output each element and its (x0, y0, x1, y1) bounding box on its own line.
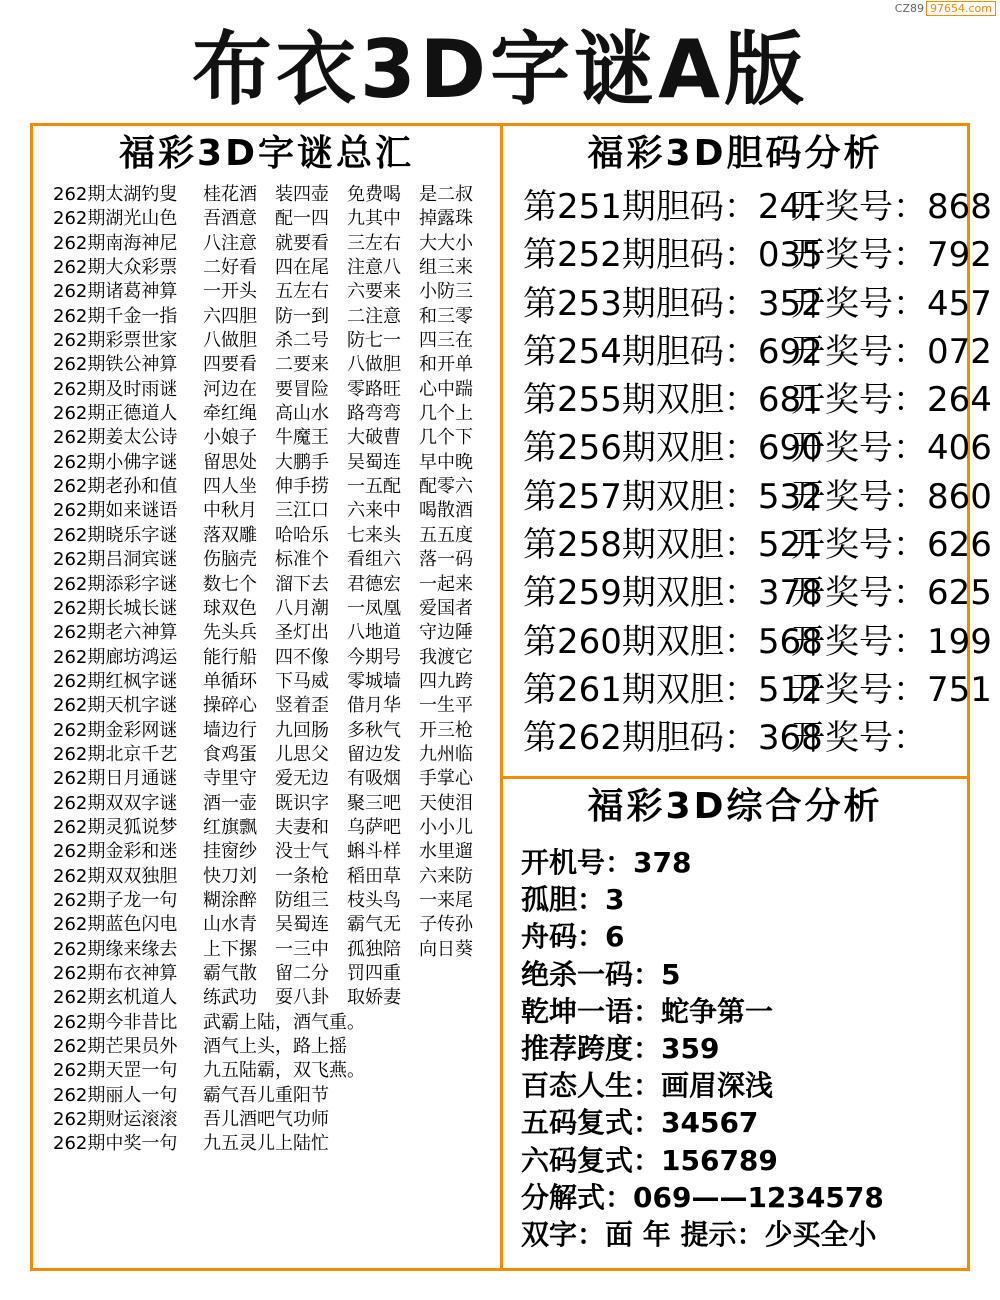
riddle-row (53, 573, 500, 597)
riddle-clue: 三江口 (275, 500, 329, 522)
riddle-clue: 配一四 (275, 208, 329, 230)
watermark-prefix: CZ89 (894, 2, 925, 15)
riddle-clue: 罚四重 (347, 963, 401, 984)
dan-row (523, 714, 967, 762)
comprehensive-panel-title: 福彩3D综合分析 (587, 786, 883, 827)
riddle-clue: 一凤凰 (347, 597, 401, 619)
riddle-row (53, 865, 500, 889)
riddle-source: 262期小佛字谜 (53, 451, 178, 473)
dan-code: 第257期双胆：532 (523, 476, 823, 517)
riddle-row (53, 402, 500, 426)
riddle-row (53, 329, 500, 353)
riddle-row (53, 353, 500, 377)
riddle-source: 262期天罡一句 (53, 1060, 178, 1082)
riddle-clue: 落双雕 (203, 524, 257, 546)
riddle-clue: 八地道 (347, 622, 401, 644)
riddle-row (53, 1108, 500, 1132)
riddle-clue: 七来头 (347, 524, 401, 546)
riddle-source: 262期布衣神算 (53, 963, 178, 984)
riddle-clue: 乌萨吧 (347, 816, 401, 838)
riddle-clue: 霸气无 (347, 914, 401, 936)
riddle-clue: 和开单 (419, 354, 473, 376)
analysis-item: 六码复式：156789 (521, 1143, 778, 1177)
dan-row (523, 424, 992, 472)
riddle-clue: 四人坐 (203, 476, 257, 498)
riddle-clue: 上下摞 (203, 938, 257, 960)
riddle-clue: 零路旺 (347, 378, 401, 400)
riddle-row (53, 524, 500, 548)
riddle-source: 262期天机字谜 (53, 695, 178, 717)
draw-number: 开奖号：457 (791, 283, 992, 324)
riddle-source: 262期芒果员外 (53, 1036, 178, 1058)
riddle-row (53, 183, 500, 207)
analysis-item: 百态人生：画眉深浅 (521, 1069, 774, 1103)
riddle-source: 262期双双独胆 (53, 865, 178, 887)
riddle-clue: 防一到 (275, 305, 329, 327)
riddle-clue: 吾酒意 (203, 208, 257, 230)
riddle-source: 262期财运滚滚 (53, 1109, 178, 1131)
riddle-source: 262期姜太公诗 (53, 427, 178, 449)
dan-row (523, 280, 992, 328)
riddle-clue: 一五配 (347, 476, 401, 498)
dan-code: 第261期双胆：512 (523, 669, 823, 710)
analysis-item: 双字：面 年 提示：少买全小 (521, 1217, 877, 1251)
riddle-panel-title: 福彩3D字谜总汇 (119, 133, 414, 174)
riddle-row (53, 840, 500, 864)
riddle-clue: 我渡它 (419, 646, 473, 668)
riddle-clue: 九州临 (419, 743, 473, 765)
riddle-clue: 吴蜀连 (275, 914, 329, 936)
draw-number: 开奖号：199 (791, 621, 992, 662)
riddle-clue: 四三在 (419, 330, 473, 352)
riddle-source: 262期蓝色闪电 (53, 914, 178, 936)
riddle-clue: 酒一壶 (203, 792, 257, 814)
riddle-clue: 取娇妻 (347, 987, 401, 1009)
riddle-clue: 有吸烟 (347, 768, 401, 790)
riddle-row (53, 767, 500, 791)
riddle-clue: 手掌心 (419, 768, 473, 790)
riddle-source: 262期老六神算 (53, 622, 178, 644)
riddle-clue: 多秋气 (347, 719, 401, 741)
riddle-row (53, 913, 500, 937)
riddle-source: 262期湖光山色 (53, 208, 178, 230)
draw-number: 开奖号：264 (791, 380, 992, 421)
riddle-clue: 先头兵 (203, 622, 257, 644)
draw-number: 开奖号：860 (791, 476, 992, 517)
riddle-clue: 伸手捞 (275, 476, 329, 498)
riddle-clue: 没士气 (275, 841, 329, 863)
riddle-source: 262期金彩和迷 (53, 841, 178, 863)
draw-number: 开奖号：626 (791, 525, 992, 566)
riddle-row (53, 378, 500, 402)
dan-row (523, 328, 992, 376)
analysis-item: 绝杀一码：5 (521, 957, 681, 991)
riddle-clue: 小小儿 (419, 816, 473, 838)
riddle-clue: 是二叔 (419, 184, 473, 205)
riddle-clue: 八做胆 (203, 330, 257, 352)
riddle-clue: 六来中 (347, 500, 401, 522)
riddle-clue: 儿思父 (275, 743, 329, 765)
riddle-clue: 开三枪 (419, 719, 473, 741)
riddle-clue: 夫妻和 (275, 816, 329, 838)
riddle-clue: 注意八 (347, 257, 401, 279)
dan-panel (500, 123, 992, 779)
riddle-clue: 大破曹 (347, 427, 401, 449)
riddle-clue: 子传孙 (419, 914, 473, 936)
riddle-clue: 数七个 (203, 573, 257, 595)
riddle-source: 262期太湖钓叟 (53, 184, 178, 205)
riddle-source: 262期正德道人 (53, 403, 178, 425)
riddle-clue: 爱无边 (275, 768, 329, 790)
analysis-item: 分解式：069——1234578 (521, 1180, 884, 1214)
riddle-clue: 吾儿酒吧气功师 (203, 1109, 329, 1131)
riddle-row (53, 719, 500, 743)
riddle-clue: 九回肠 (275, 719, 329, 741)
dan-row (523, 666, 992, 714)
dan-code: 第259期双胆：378 (523, 573, 823, 614)
riddle-clue: 吴蜀连 (347, 451, 401, 473)
dan-code: 第252期胆码：035 (523, 235, 823, 276)
riddle-clue: 就要看 (275, 232, 329, 254)
riddle-clue: 几个上 (419, 403, 473, 425)
riddle-source: 262期丽人一句 (53, 1084, 178, 1106)
riddle-clue: 五五度 (419, 524, 473, 546)
riddle-row (53, 499, 500, 523)
riddle-row (53, 889, 500, 913)
dan-code: 第260期双胆：568 (523, 621, 823, 662)
riddle-clue: 糊涂醉 (203, 889, 257, 911)
riddle-clue: 既识字 (275, 792, 329, 814)
riddle-clue: 一生平 (419, 695, 473, 717)
riddle-clue: 下马威 (275, 670, 329, 692)
draw-number: 开奖号：868 (791, 187, 992, 227)
dan-row (523, 231, 992, 279)
riddle-clue: 河边在 (203, 378, 257, 400)
riddle-clue: 六四胆 (203, 305, 257, 327)
riddle-source: 262期老孙和值 (53, 476, 178, 498)
analysis-item: 开机号：378 (521, 846, 692, 879)
riddle-clue: 大鹏手 (275, 451, 329, 473)
riddle-clue: 零城墙 (347, 670, 401, 692)
riddle-clue: 墙边行 (203, 719, 257, 741)
riddle-source: 262期南海神尼 (53, 232, 178, 254)
watermark-site[interactable]: 97654.com (926, 1, 996, 16)
dan-row (523, 183, 992, 231)
riddle-clue: 聚三吧 (347, 792, 401, 814)
riddle-clue: 哈哈乐 (275, 524, 329, 546)
riddle-clue: 组三来 (419, 257, 473, 279)
riddle-row (53, 548, 500, 572)
riddle-clue: 二好看 (203, 257, 257, 279)
riddle-clue: 早中晚 (419, 451, 473, 473)
analysis-item: 乾坤一语：蛇争第一 (521, 994, 774, 1028)
riddle-clue: 几个下 (419, 427, 473, 449)
riddle-clue: 竖着歪 (275, 695, 329, 717)
dan-code: 第262期胆码：368 (523, 718, 823, 759)
riddle-row (53, 670, 500, 694)
dan-list (523, 183, 992, 763)
riddle-clue: 一起来 (419, 573, 473, 595)
riddle-clue: 三左右 (347, 232, 401, 254)
riddle-clue: 九五陆霸，双飞燕。 (203, 1060, 365, 1082)
dan-code: 第254期胆码：692 (523, 331, 823, 372)
riddle-source: 262期金彩网谜 (53, 719, 178, 741)
riddle-row (53, 256, 500, 280)
riddle-row (53, 816, 500, 840)
riddle-clue: 二要来 (275, 354, 329, 376)
dan-row (523, 473, 992, 521)
riddle-source: 262期铁公神算 (53, 354, 178, 376)
riddle-clue: 看组六 (347, 549, 401, 571)
riddle-clue: 爱国者 (419, 597, 473, 619)
riddle-clue: 一来尾 (419, 889, 473, 911)
riddle-clue: 霸气吾儿重阳节 (203, 1084, 329, 1106)
draw-number: 开奖号：072 (791, 331, 992, 372)
draw-number: 开奖号：792 (791, 235, 992, 276)
riddle-clue: 一开头 (203, 281, 257, 303)
riddle-clue: 向日葵 (419, 938, 473, 960)
dan-row (523, 618, 992, 666)
riddle-clue: 和三零 (419, 305, 473, 327)
riddle-clue: 桂花酒 (203, 184, 257, 205)
analysis-item: 舟码：6 (521, 920, 625, 954)
riddle-source: 262期今非昔比 (53, 1011, 178, 1033)
riddle-clue: 二注意 (347, 305, 401, 327)
riddle-clue: 练武功 (203, 987, 257, 1009)
riddle-row (53, 232, 500, 256)
riddle-row (53, 1035, 500, 1059)
riddle-clue: 掉露珠 (419, 208, 473, 230)
riddle-row (53, 646, 500, 670)
riddle-source: 262期子龙一句 (53, 889, 178, 911)
riddle-row (53, 475, 500, 499)
riddle-source: 262期彩票世家 (53, 330, 178, 352)
riddle-clue: 稻田草 (347, 865, 401, 887)
riddle-source: 262期缘来缘去 (53, 938, 178, 960)
draw-number: 开奖号：406 (791, 428, 992, 469)
riddle-clue: 红旗飘 (203, 816, 257, 838)
riddle-clue: 五左右 (275, 281, 329, 303)
riddle-clue: 守边陲 (419, 622, 473, 644)
riddle-clue: 溜下去 (275, 573, 329, 595)
comprehensive-panel (500, 776, 970, 1271)
riddle-clue: 能行船 (203, 646, 257, 668)
dan-code: 第253期胆码：352 (523, 283, 823, 324)
riddle-clue: 寺里守 (203, 768, 257, 790)
riddle-clue: 伤脑壳 (203, 549, 257, 571)
riddle-clue: 免费喝 (347, 184, 401, 205)
riddle-source: 262期长城长谜 (53, 597, 178, 619)
riddle-source: 262期北京千艺 (53, 743, 178, 765)
riddle-source: 262期玄机道人 (53, 987, 178, 1009)
riddle-clue: 食鸡蛋 (203, 743, 257, 765)
riddle-clue: 君德宏 (347, 573, 401, 595)
riddle-row (53, 280, 500, 304)
riddle-clue: 八做胆 (347, 354, 401, 376)
riddle-row (53, 426, 500, 450)
riddle-clue: 八月潮 (275, 597, 329, 619)
riddle-source: 262期及时雨谜 (53, 378, 178, 400)
riddle-row (53, 1084, 500, 1108)
riddle-row (53, 597, 500, 621)
riddle-row (53, 305, 500, 329)
riddle-clue: 借月华 (347, 695, 401, 717)
riddle-clue: 一条枪 (275, 865, 329, 887)
riddle-row (53, 1011, 500, 1035)
riddle-clue: 大大小 (419, 232, 473, 254)
riddle-clue: 防七一 (347, 330, 401, 352)
riddle-clue: 配零六 (419, 476, 473, 498)
draw-number: 开奖号：751 (791, 669, 992, 710)
riddle-list (53, 183, 500, 1157)
riddle-clue: 单循环 (203, 670, 257, 692)
riddle-clue: 四九跨 (419, 670, 473, 692)
riddle-clue: 孤独陪 (347, 938, 401, 960)
riddle-source: 262期诸葛神算 (53, 281, 178, 303)
riddle-clue: 操碎心 (203, 695, 257, 717)
riddle-source: 262期日月通谜 (53, 768, 178, 790)
riddle-clue: 一三中 (275, 938, 329, 960)
riddle-clue: 武霸上陆，酒气重。 (203, 1011, 365, 1033)
riddle-clue: 圣灯出 (275, 622, 329, 644)
comprehensive-list (521, 844, 967, 1253)
analysis-item: 孤胆：3 (521, 883, 625, 917)
riddle-source: 262期中奖一句 (53, 1133, 178, 1155)
dan-row (523, 521, 992, 569)
riddle-clue: 霸气散 (203, 963, 257, 984)
riddle-clue: 九其中 (347, 208, 401, 230)
riddle-clue: 装四壶 (275, 184, 329, 205)
page-title: 布衣3D字谜A版 (192, 23, 808, 116)
riddle-clue: 挂窗纱 (203, 841, 257, 863)
riddle-source: 262期千金一指 (53, 305, 178, 327)
riddle-source: 262期吕洞宾谜 (53, 549, 178, 571)
riddle-row (53, 962, 500, 986)
riddle-clue: 小娘子 (203, 427, 257, 449)
riddle-clue: 水里遛 (419, 841, 473, 863)
draw-number: 开奖号： (791, 718, 927, 759)
riddle-clue: 路弯弯 (347, 403, 401, 425)
dan-code: 第251期胆码：241 (523, 187, 823, 227)
draw-number: 开奖号：625 (791, 573, 992, 614)
dan-panel-title: 福彩3D胆码分析 (587, 133, 883, 174)
analysis-item: 推荐跨度：359 (521, 1031, 720, 1065)
riddle-clue: 八注意 (203, 232, 257, 254)
riddle-clue: 心中踹 (419, 378, 473, 400)
riddle-clue: 四要看 (203, 354, 257, 376)
riddle-row (53, 986, 500, 1010)
riddle-clue: 山水青 (203, 914, 257, 936)
riddle-clue: 酒气上头，路上摇 (203, 1036, 347, 1058)
riddle-source: 262期晓乐字谜 (53, 524, 178, 546)
riddle-clue: 中秋月 (203, 500, 257, 522)
riddle-clue: 今期号 (347, 646, 401, 668)
riddle-clue: 枝头鸟 (347, 889, 401, 911)
riddle-source: 262期红枫字谜 (53, 670, 178, 692)
riddle-row (53, 938, 500, 962)
dan-code: 第255期双胆：681 (523, 380, 823, 421)
riddle-clue: 牛魔王 (275, 427, 329, 449)
riddle-panel (30, 123, 503, 1271)
dan-row (523, 376, 992, 424)
dan-row (523, 569, 992, 617)
riddle-source: 262期大众彩票 (53, 257, 178, 279)
riddle-row (53, 207, 500, 231)
riddle-clue: 留二分 (275, 963, 329, 984)
riddle-clue: 杀二号 (275, 330, 329, 352)
riddle-row (53, 694, 500, 718)
riddle-row (53, 1059, 500, 1083)
riddle-clue: 留边发 (347, 743, 401, 765)
riddle-clue: 小防三 (419, 281, 473, 303)
watermark (895, 2, 996, 15)
riddle-row (53, 792, 500, 816)
dan-code: 第256期双胆：690 (523, 428, 823, 469)
riddle-clue: 标准个 (275, 549, 329, 571)
riddle-row (53, 621, 500, 645)
riddle-clue: 快刀刘 (203, 865, 257, 887)
riddle-source: 262期灵狐说梦 (53, 816, 178, 838)
riddle-clue: 六来防 (419, 865, 473, 887)
riddle-clue: 留思处 (203, 451, 257, 473)
riddle-clue: 四在尾 (275, 257, 329, 279)
riddle-clue: 落一码 (419, 549, 473, 571)
riddle-row (53, 743, 500, 767)
riddle-clue: 六要来 (347, 281, 401, 303)
riddle-row (53, 451, 500, 475)
riddle-source: 262期双双字谜 (53, 792, 178, 814)
riddle-clue: 牵红绳 (203, 403, 257, 425)
riddle-clue: 高山水 (275, 403, 329, 425)
riddle-source: 262期添彩字谜 (53, 573, 178, 595)
riddle-clue: 四不像 (275, 646, 329, 668)
riddle-clue: 耍八卦 (275, 987, 329, 1009)
riddle-clue: 九五灵儿上陆忙 (203, 1133, 329, 1155)
riddle-clue: 喝散酒 (419, 500, 473, 522)
riddle-source: 262期廊坊鸿运 (53, 646, 178, 668)
riddle-clue: 球双色 (203, 597, 257, 619)
riddle-source: 262期如来谜语 (53, 500, 178, 522)
dan-code: 第258期双胆：521 (523, 525, 823, 566)
riddle-clue: 防组三 (275, 889, 329, 911)
riddle-row (53, 1132, 500, 1156)
riddle-clue: 蝌斗样 (347, 841, 401, 863)
analysis-item: 五码复式：34567 (521, 1106, 759, 1140)
riddle-clue: 要冒险 (275, 378, 329, 400)
riddle-clue: 天使泪 (419, 792, 473, 814)
